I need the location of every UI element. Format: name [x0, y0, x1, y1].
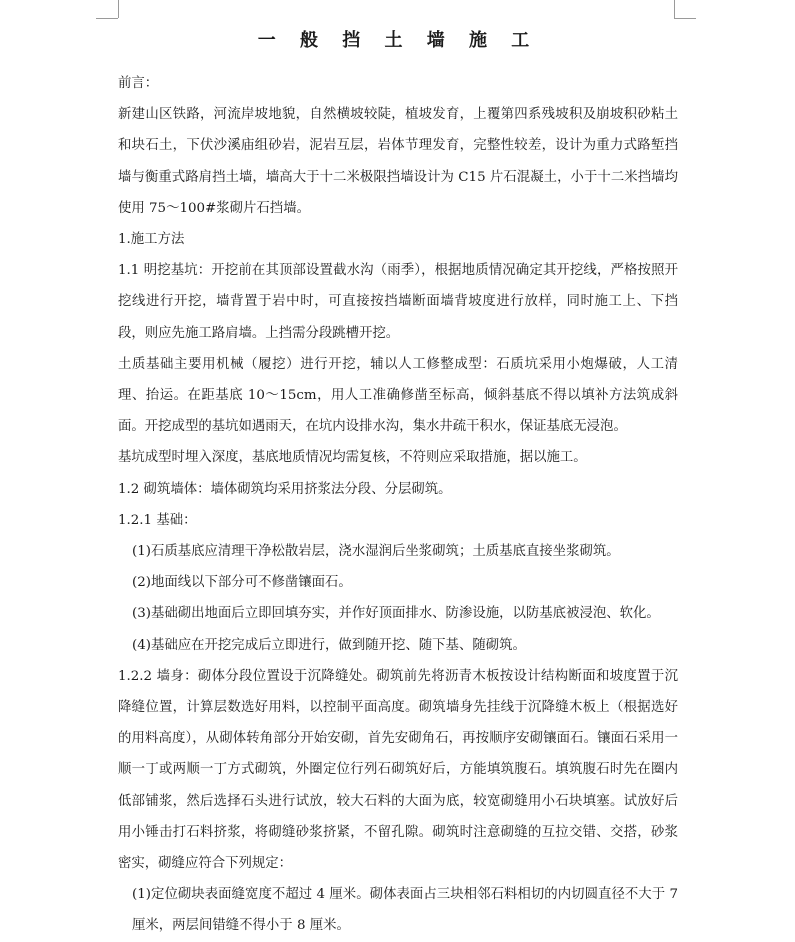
- crop-mark-right-horizontal: [674, 18, 696, 19]
- document-body: [118, 68, 678, 942]
- paragraph-item-2: (2)地面线以下部分可不修凿镶面石。: [132, 575, 352, 591]
- paragraph-section-1-2-1: 1.2.1 基础：: [118, 512, 197, 528]
- paragraph-section-1: 1.施工方法: [118, 232, 185, 248]
- paragraph-section-1-2: 1.2 砌筑墙体：墙体砌筑均采用挤浆法分段、分层砌筑。: [118, 481, 452, 497]
- paragraph-pit-forming: 基坑成型时埋入深度，基底地质情况均需复核，不符则应采取措施，据以施工。: [118, 450, 587, 466]
- paragraph-soil-foundation: 土质基础主要用机械（履挖）进行开挖，辅以人工修整成型：石质坑采用小炮爆破，人工清理、抬运。在距基底 10～15cm，用人工准确修凿至标高，倾斜基底不得以填补方法筑成斜面。开挖成型的基坑如遇雨天，在坑内设排水沟，集水井疏干积水，保证基底无浸泡。: [118, 356, 678, 435]
- document-title: 一 般 挡 土 墙 施 工: [257, 30, 539, 51]
- paragraph-rule-1: (1)定位砌块表面缝宽度不超过 4 厘米。砌体表面占三块相邻石料相切的内切圆直径不大于 7 厘米，两层间错缝不得小于 8 厘米。: [132, 887, 678, 934]
- crop-mark-left: [118, 0, 119, 18]
- paragraph-preface-body: 新建山区铁路，河流岸坡地貌，自然横坡较陡，植坡发育，上覆第四系残坡积及崩坡积砂粘土和块石土，下伏沙溪庙组砂岩，泥岩互层，岩体节理发育，完整性较差，设计为重力式路堑挡墙与衡重式路肩挡土墙，墙高大于十二米极限挡墙设计为 C15 片石混凝土，小于十二米挡墙均使用 75～100#浆砌片石挡墙。: [118, 107, 678, 216]
- paragraph-section-1-2-2: 1.2.2 墙身：砌体分段位置设于沉降缝处。砌筑前先将沥青木板按设计结构断面和坡度置于沉降缝位置，计算层数选好用料，以控制平面高度。砌筑墙身先挂线于沉降缝木板上（根据选好的用料高度），从砌体转角部分开始安砌，首先安砌角石，再按顺序安砌镶面石。镶面石采用一顺一丁或两顺一丁方式砌筑，外圈定位行列石砌筑好后，方能填筑腹石。填筑腹石时先在圈内低部铺浆，然后选择石头进行试放，较大石料的大面为底，较宽砌缝用小石块填塞。试放好后用小锤击打石料挤浆，将砌缝砂浆挤紧，不留孔隙。砌筑时注意砌缝的互拉交错、交搭，砂浆密实，砌缝应符合下列规定：: [118, 668, 678, 872]
- document-page: [118, 28, 678, 942]
- paragraph-item-1: (1)石质基底应清理干净松散岩层，浇水湿润后坐浆砌筑；土质基底直接坐浆砌筑。: [132, 544, 620, 560]
- paragraph-item-3: (3)基础砌出地面后立即回填夯实，并作好顶面排水、防渗设施，以防基底被浸泡、软化。: [132, 606, 660, 622]
- paragraph-item-4: (4)基础应在开挖完成后立即进行，做到随开挖、随下基、随砌筑。: [132, 637, 526, 653]
- paragraph-section-1-1: 1.1 明挖基坑：开挖前在其顶部设置截水沟（雨季），根据地质情况确定其开挖线，严格按照开挖线进行开挖，墙背置于岩中时，可直接按挡墙断面墙背坡度进行放样，同时施工上、下挡段，则应先施工路肩墙。上挡需分段跳槽开挖。: [118, 263, 678, 341]
- paragraph-preface-heading: 前言：: [118, 76, 159, 91]
- crop-mark-right: [674, 0, 675, 18]
- crop-mark-left-horizontal: [96, 18, 118, 19]
